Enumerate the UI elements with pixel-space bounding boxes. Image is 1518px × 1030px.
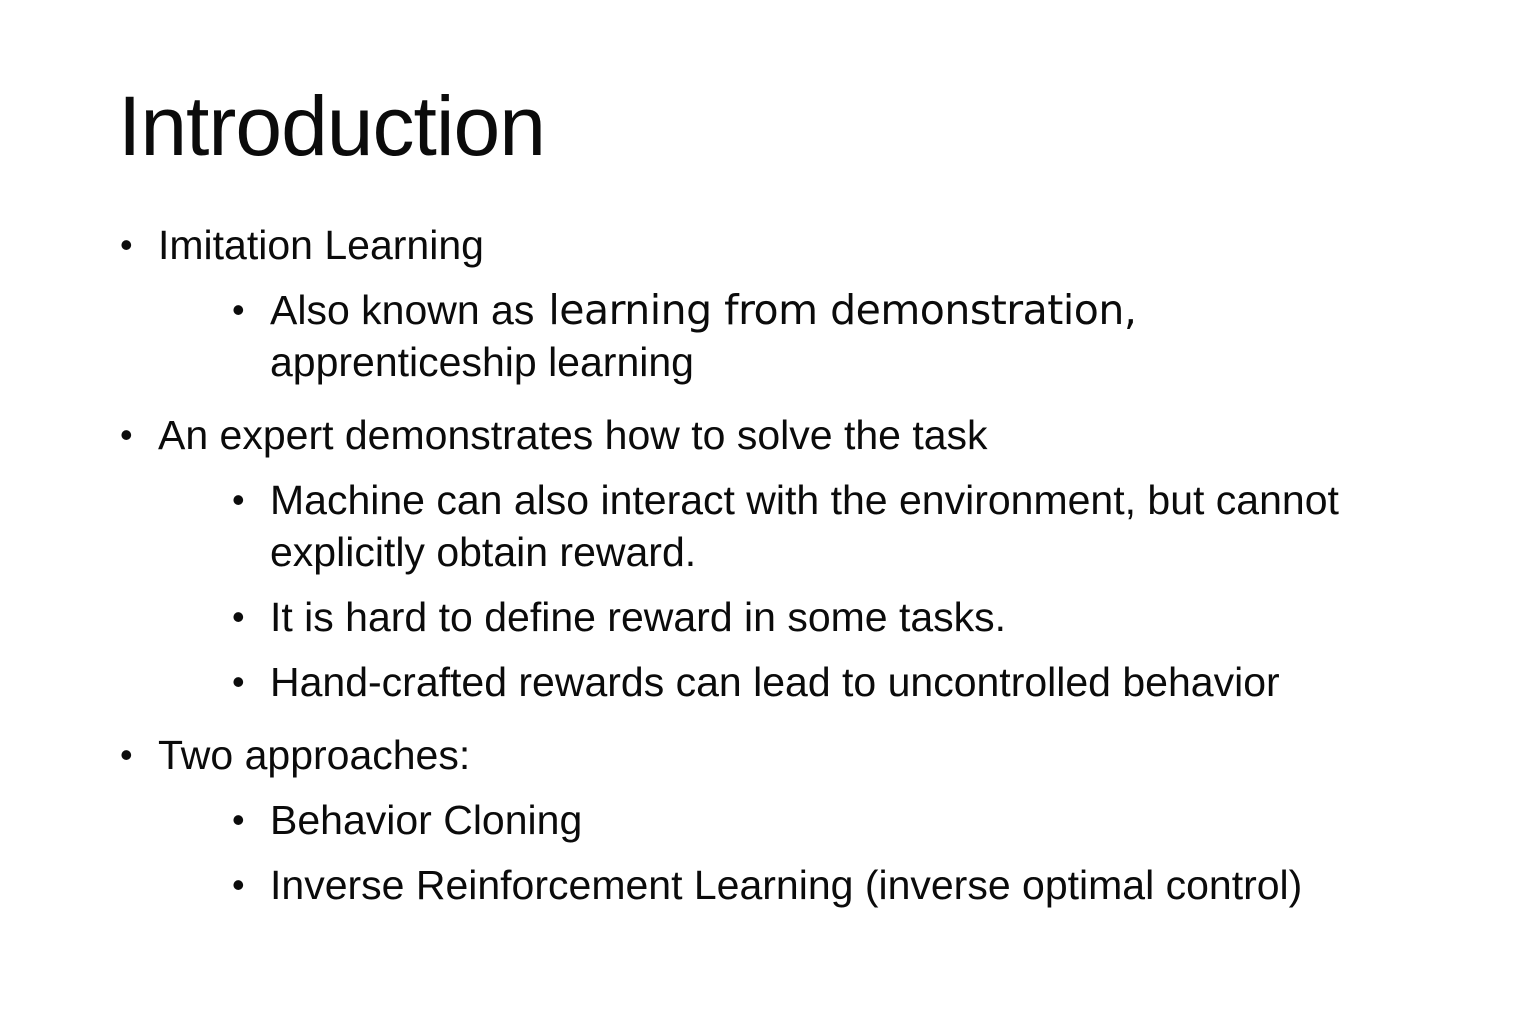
bullet-text-after: apprenticeship learning [270, 339, 694, 385]
bullet-text: It is hard to define reward in some tasks. [270, 594, 1007, 640]
typed-annotation-text: learning from demonstration, [548, 286, 1137, 334]
sub-bullet-item-inverse-rl [232, 859, 1390, 911]
sub-bullet-item-machine-interact [232, 474, 1390, 578]
bullet-text: An expert demonstrates how to solve the task [158, 412, 988, 458]
bullet-item-imitation-learning [120, 219, 1390, 388]
bullet-text: Two approaches: [158, 732, 471, 778]
sub-bullet-list [232, 474, 1390, 708]
bullet-text: Imitation Learning [158, 222, 484, 268]
bullet-list [120, 219, 1390, 911]
sub-bullet-list [232, 794, 1390, 911]
bullet-text: Inverse Reinforcement Learning (inverse optimal control) [270, 862, 1303, 908]
bullet-text: Machine can also interact with the environment, but cannot explicitly obtain reward. [270, 477, 1339, 575]
sub-bullet-item-hard-to-define-reward [232, 591, 1390, 643]
sub-bullet-list [232, 284, 1390, 388]
sub-bullet-item-hand-crafted-rewards [232, 656, 1390, 708]
bullet-text: Hand-crafted rewards can lead to uncontrolled behavior [270, 659, 1280, 705]
slide-body [120, 219, 1390, 911]
bullet-text-before: Also known as [270, 287, 535, 333]
slide-title: Introduction [118, 79, 545, 174]
bullet-item-expert-demonstrates [120, 409, 1390, 708]
bullet-item-two-approaches [120, 729, 1390, 911]
sub-bullet-item-also-known-as [232, 284, 1390, 388]
sub-bullet-item-behavior-cloning [232, 794, 1390, 846]
bullet-text: Behavior Cloning [270, 797, 583, 843]
